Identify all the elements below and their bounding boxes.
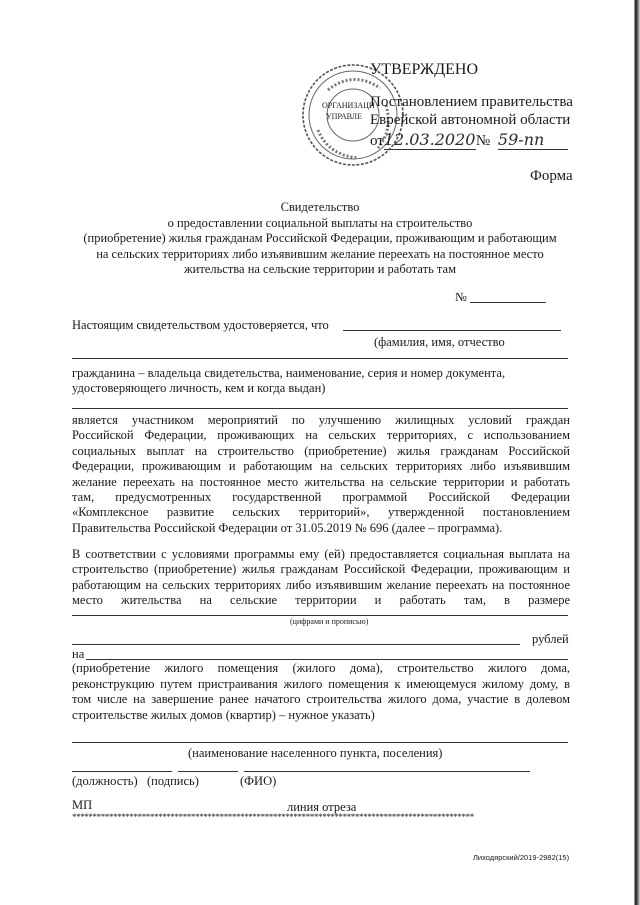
owner-caption-line: удостоверяющего личность, кем и когда выдан) — [72, 381, 326, 395]
owner-line — [72, 358, 568, 359]
position-line — [72, 771, 172, 772]
signature-caption: (подпись) — [147, 774, 199, 788]
paragraph-line: там, предусмотренных государственной программой Российской Федерации — [72, 490, 570, 505]
number-prefix: № — [475, 133, 491, 149]
certificate-number-sign: № — [455, 290, 467, 304]
paragraph-line: строительстве жилых домов (квартир) – нужное указать) — [72, 707, 375, 722]
paragraph-participant — [72, 413, 570, 536]
paragraph-line: Федерации, проживающим и работающим на сельских территориях либо изъявившим — [72, 459, 570, 474]
paragraph-line: «Комплексное развитие сельских территорий», утвержденной постановлением — [72, 505, 570, 520]
purpose-line — [86, 659, 568, 660]
amount-line-2 — [72, 644, 520, 645]
date-prefix: от — [370, 133, 384, 149]
approval-line1: Постановлением правительства — [370, 94, 573, 110]
paragraph-line: (приобретение жилого помещения (жилого дома), строительство жилого дома, — [72, 661, 570, 675]
purpose-label: на — [72, 647, 85, 661]
paragraph-line: Российской Федерации, проживающих на сельских территориях, с использованием — [72, 428, 570, 443]
owner-caption-block — [72, 366, 505, 396]
form-label: Форма — [530, 168, 573, 184]
title-line: Свидетельство — [280, 200, 360, 214]
paragraph-line: В соответствии с условиями программы ему (ей) предоставляется социальная выплата на — [72, 547, 570, 561]
paragraph-payment — [72, 547, 570, 609]
approval-line2: Еврейской автономной области — [370, 112, 571, 128]
owner-line-2 — [72, 408, 568, 409]
approval-block — [370, 60, 630, 150]
title-block — [60, 200, 580, 278]
amount-caption: (цифрами и прописью) — [290, 617, 369, 626]
rubles-label: рублей — [532, 632, 569, 646]
position-caption: (должность) — [72, 774, 138, 788]
seal-place: МП — [72, 798, 93, 812]
settlement-line — [72, 742, 568, 743]
approval-date-row — [370, 131, 630, 150]
fio-caption: (фамилия, имя, отчество — [374, 335, 505, 349]
title-line: (приобретение) жилья гражданам Российской Федерации, проживающим и работающим — [83, 231, 557, 245]
stamp-inner-line1: ОРГАНИЗАЦИ — [322, 101, 375, 110]
paragraph-line: том числе на завершение ранее начатого строительства жилого дома, участие в долевом — [72, 692, 570, 707]
paragraph-line: желание переехать на постоянное место жительства на сельские территории и работать — [72, 474, 570, 489]
approval-number: 59-пп — [498, 131, 568, 150]
paragraph-line: строительство (приобретение) жилья гражданам Российской Федерации, проживающим и — [72, 562, 570, 577]
paragraph-line: является участником мероприятий по улучшению жилищных условий граждан — [72, 413, 570, 427]
fio-line — [343, 330, 561, 331]
signature-line — [178, 771, 238, 772]
paragraph-line: место жительства на сельские территории и работать там, в размере — [72, 593, 570, 608]
title-line: о предоставлении социальной выплаты на строительство — [167, 215, 473, 230]
title-line: на сельских территориях либо изъявившим желание переехать на постоянное место — [96, 246, 544, 261]
paragraph-line: реконструкцию путем пристраивания жилого помещения к имеющемуся жилому дому, в — [72, 676, 570, 691]
cut-line-label: линия отреза — [287, 800, 357, 814]
approval-date: 12.03.2020 — [383, 130, 476, 149]
paragraph-line: социальных выплат на строительство (приобретение) жилья гражданам Российской — [72, 443, 570, 458]
title-line: жительства на сельские территории и работать там — [184, 262, 456, 276]
paragraph-line: работающим на сельских территориях либо изъявившим желание переехать на постоянное — [72, 577, 570, 592]
certify-text: Настоящим свидетельством удостоверяется, что — [72, 318, 329, 332]
settlement-caption: (наименование населенного пункта, поселения) — [188, 746, 443, 760]
certificate-number-line — [470, 302, 546, 303]
stamp-inner-line2: УПРАВЛЕ — [326, 112, 362, 121]
name-caption: (ФИО) — [240, 774, 277, 788]
paragraph-line: Правительства Российской Федерации от 31.05.2019 № 696 (далее – программа). — [72, 520, 503, 535]
paragraph-purpose — [72, 661, 570, 723]
approved-heading: УТВЕРЖДЕНО — [370, 61, 479, 78]
owner-caption-line: гражданина – владельца свидетельства, наименование, серия и номер документа, — [72, 366, 506, 380]
scan-edge — [629, 0, 640, 905]
amount-line — [72, 615, 568, 616]
cut-line-asterisks: ************************************************************************************************** — [72, 812, 474, 822]
footer-code: Лиходярский/2019-2982(15) — [473, 853, 570, 862]
name-line — [244, 771, 530, 772]
